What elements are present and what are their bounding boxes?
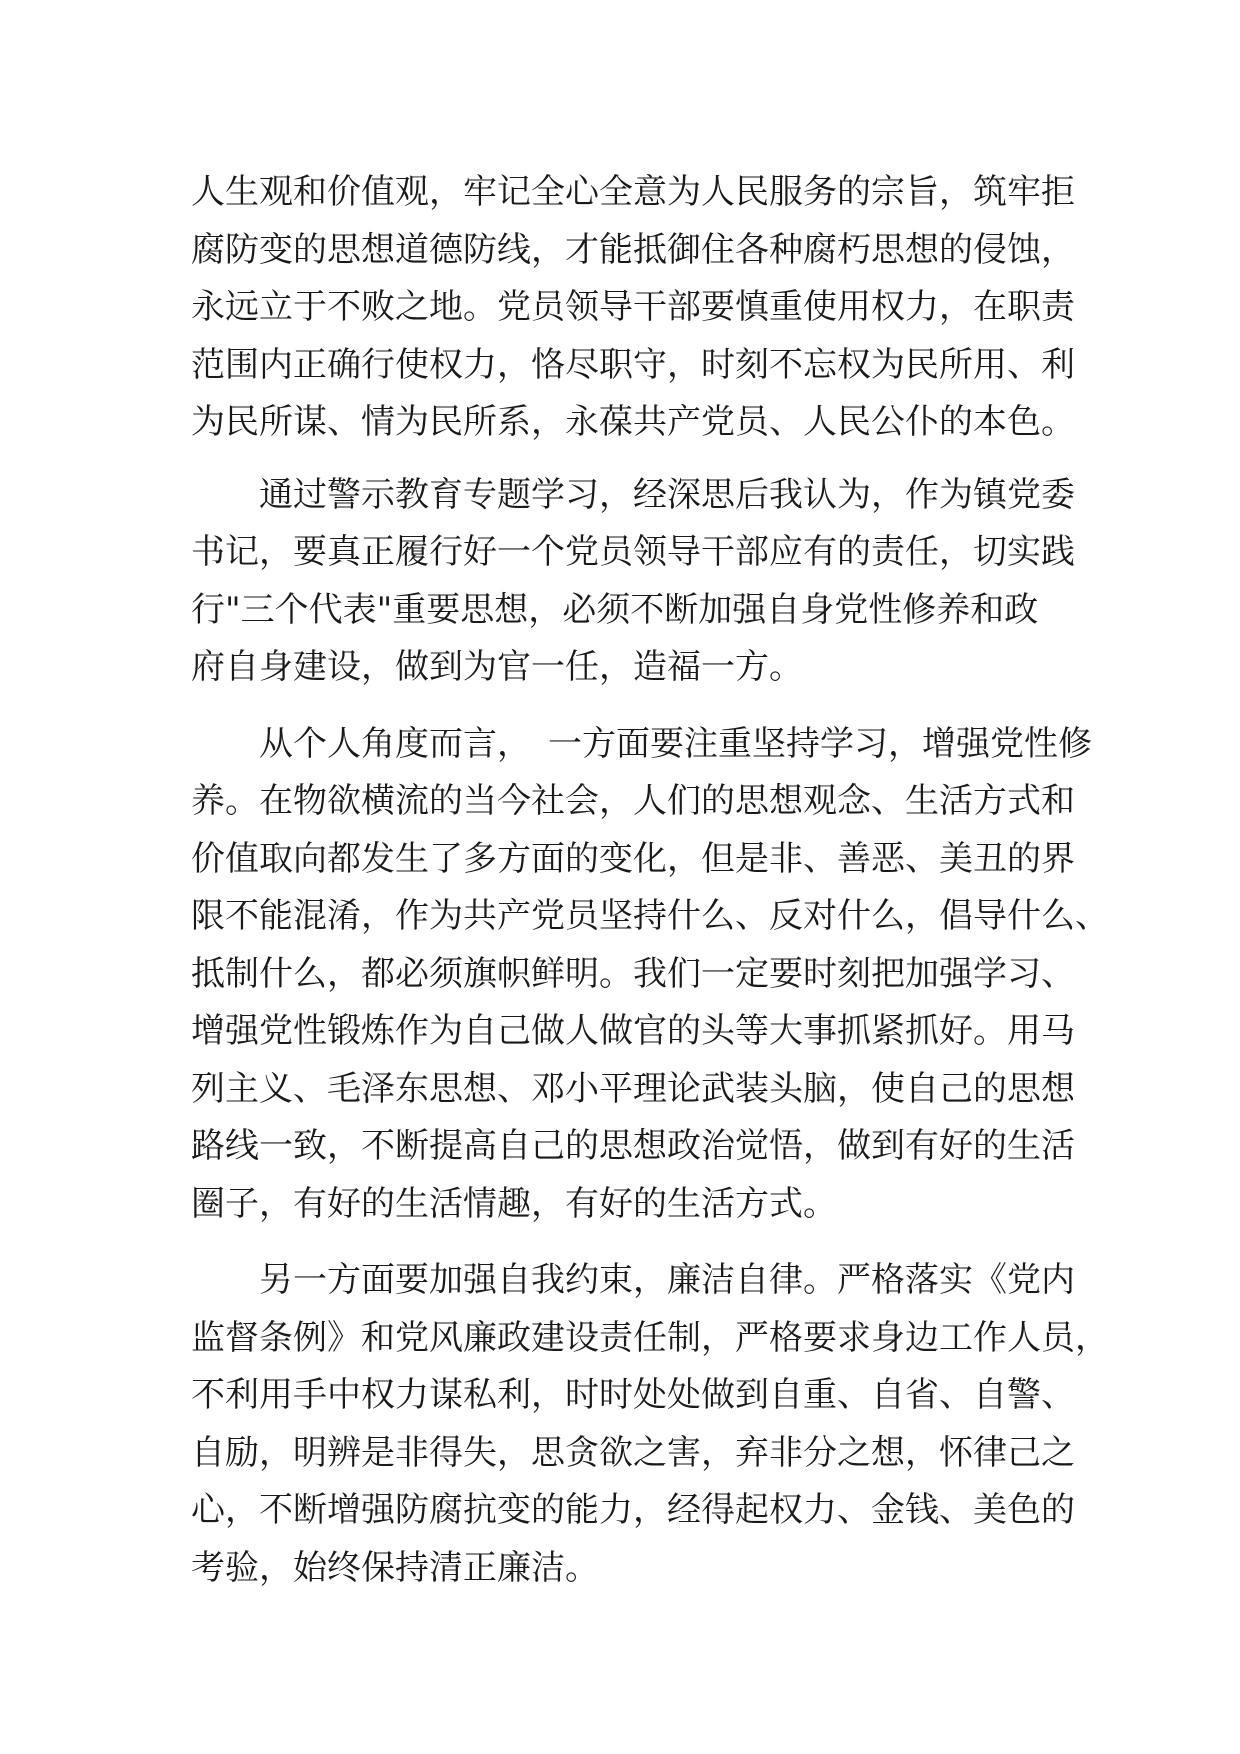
text-line: 心，不断增强防腐抗变的能力，经得起权力、金钱、美色的 [191, 1490, 1075, 1530]
text-line: 考验，始终保持清正廉洁。 [191, 1547, 599, 1588]
text-line: 监督条例》和党风廉政建设责任制，严格要求身边工作人员， [191, 1317, 1109, 1358]
body-text [191, 164, 1109, 1597]
text-line: 抵制什么，都必须旗帜鲜明。我们一定要时刻把加强学习、 [191, 953, 1075, 994]
text-line: 限不能混淆，作为共产党员坚持什么、反对什么，倡导什么、 [191, 896, 1109, 936]
text-line: 养。在物欲横流的当今社会，人们的思想观念、生活方式和 [191, 781, 1075, 821]
text-line: 自励，明辨是非得失，思贪欲之害，弃非分之想，怀律己之 [191, 1432, 1075, 1473]
text-line: 行"三个代表"重要思想，必须不断加强自身党性修养和政 [191, 589, 1039, 630]
paragraph-2 [191, 467, 1075, 697]
text-line: 通过警示教育专题学习，经深思后我认为，作为镇党委 [259, 474, 1075, 515]
text-line: 府自身建设，做到为官一任，造福一方。 [191, 647, 803, 687]
text-line: 永远立于不败之地。党员领导干部要慎重使用权力，在职责 [191, 287, 1075, 327]
paragraph-3 [191, 716, 1109, 1234]
text-line: 从个人角度而言， 一方面要注重坚持学习，增强党性修 [259, 723, 1092, 764]
text-line: 价值取向都发生了多方面的变化，但是非、善恶、美丑的界 [191, 838, 1075, 879]
text-line: 列主义、毛泽东思想、邓小平理论武装头脑，使自己的思想 [191, 1068, 1075, 1109]
text-line: 为民所谋、情为民所系，永葆共产党员、人民公仆的本色。 [191, 402, 1075, 442]
paragraph-4 [191, 1252, 1109, 1597]
text-line: 人生观和价值观，牢记全心全意为人民服务的宗旨，筑牢拒 [191, 172, 1075, 212]
text-line: 增强党性锻炼作为自己做人做官的头等大事抓紧抓好。用马 [191, 1011, 1075, 1051]
text-line: 圈子，有好的生活情趣，有好的生活方式。 [191, 1183, 837, 1224]
text-line: 范围内正确行使权力，恪尽职守，时刻不忘权为民所用、利 [191, 344, 1075, 385]
text-line: 另一方面要加强自我约束，廉洁自律。严格落实《党内 [259, 1260, 1075, 1300]
paragraph-1 [191, 164, 1075, 452]
text-line: 腐防变的思想道德防线，才能抵御住各种腐朽思想的侵蚀， [191, 229, 1075, 270]
text-line: 书记，要真正履行好一个党员领导干部应有的责任，切实践 [191, 532, 1075, 572]
text-line: 路线一致，不断提高自己的思想政治觉悟，做到有好的生活 [191, 1126, 1075, 1166]
text-line: 不利用手中权力谋私利，时时处处做到自重、自省、自警、 [191, 1375, 1075, 1415]
